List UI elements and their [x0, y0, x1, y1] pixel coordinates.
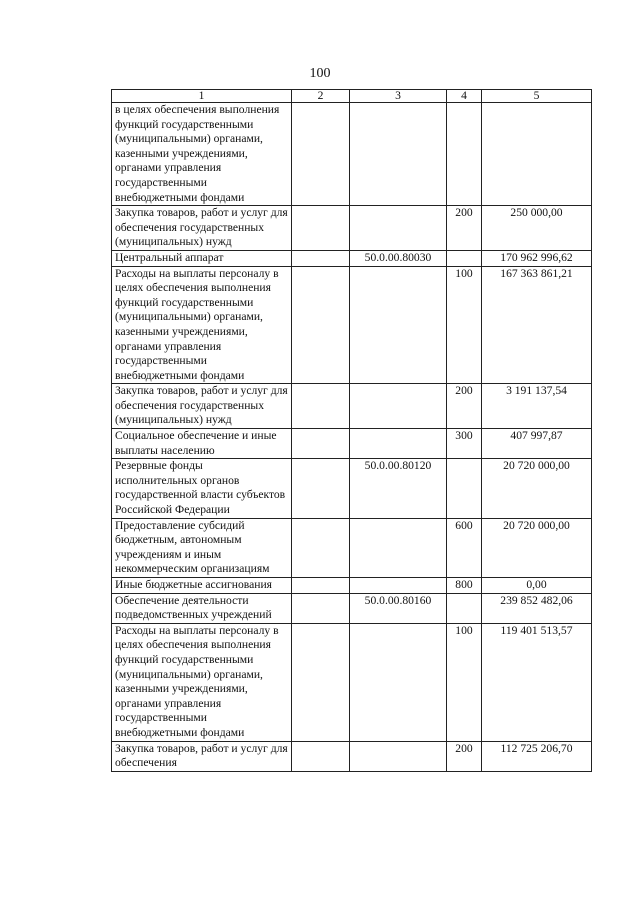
table-row — [112, 741, 592, 771]
row-col-2 — [292, 741, 350, 771]
row-amount: 119 401 513,57 — [482, 623, 592, 741]
row-type: 300 — [447, 429, 482, 459]
row-name: Социальное обеспечение и иные выплаты населению — [112, 429, 292, 459]
row-type: 200 — [447, 206, 482, 251]
row-amount: 3 191 137,54 — [482, 384, 592, 429]
row-code — [350, 578, 447, 594]
header-col-1: 1 — [112, 90, 292, 103]
row-name: Иные бюджетные ассигнования — [112, 578, 292, 594]
row-name: в целях обеспечения выполнения функций государственными (муниципальными) органами, казенными учреждениями, органами управления государственными внебюджетными фондами — [112, 103, 292, 206]
row-name: Закупка товаров, работ и услуг для обеспечения — [112, 741, 292, 771]
row-name: Предоставление субсидий бюджетным, автономным учреждениям и иным некоммерческим организациям — [112, 518, 292, 577]
page-number: 100 — [309, 66, 331, 81]
row-col-2 — [292, 250, 350, 266]
row-amount: 20 720 000,00 — [482, 459, 592, 518]
row-name: Расходы на выплаты персоналу в целях обеспечения выполнения функций государственными (муниципальными) органами, казенными учреждениями, органами управления государственными внебюджетными фондами — [112, 266, 292, 384]
row-code: 50.0.00.80160 — [350, 593, 447, 623]
row-amount: 112 725 206,70 — [482, 741, 592, 771]
row-amount: 407 997,87 — [482, 429, 592, 459]
row-name: Центральный аппарат — [112, 250, 292, 266]
row-type: 100 — [447, 266, 482, 384]
row-col-2 — [292, 459, 350, 518]
row-code — [350, 623, 447, 741]
table-row — [112, 250, 592, 266]
table-row — [112, 578, 592, 594]
row-type: 200 — [447, 741, 482, 771]
row-type: 200 — [447, 384, 482, 429]
row-amount: 20 720 000,00 — [482, 518, 592, 577]
table-row — [112, 206, 592, 251]
budget-table — [111, 89, 592, 772]
table-row — [112, 384, 592, 429]
row-code — [350, 103, 447, 206]
table-row — [112, 459, 592, 518]
row-col-2 — [292, 593, 350, 623]
row-type: 800 — [447, 578, 482, 594]
table-row — [112, 593, 592, 623]
row-col-2 — [292, 384, 350, 429]
row-name: Закупка товаров, работ и услуг для обеспечения государственных (муниципальных) нужд — [112, 206, 292, 251]
row-code — [350, 266, 447, 384]
row-col-2 — [292, 623, 350, 741]
row-code — [350, 518, 447, 577]
row-col-2 — [292, 429, 350, 459]
header-col-5: 5 — [482, 90, 592, 103]
row-amount: 239 852 482,06 — [482, 593, 592, 623]
row-amount — [482, 103, 592, 206]
table-row — [112, 429, 592, 459]
row-col-2 — [292, 206, 350, 251]
row-code — [350, 384, 447, 429]
row-code — [350, 741, 447, 771]
row-amount: 170 962 996,62 — [482, 250, 592, 266]
row-name: Закупка товаров, работ и услуг для обеспечения государственных (муниципальных) нужд — [112, 384, 292, 429]
row-amount: 167 363 861,21 — [482, 266, 592, 384]
row-code: 50.0.00.80120 — [350, 459, 447, 518]
header-row — [112, 90, 592, 103]
row-name: Обеспечение деятельности подведомственных учреждений — [112, 593, 292, 623]
row-col-2 — [292, 266, 350, 384]
row-code — [350, 429, 447, 459]
row-name: Расходы на выплаты персоналу в целях обеспечения выполнения функций государственными (муниципальными) органами, казенными учреждениями, органами управления государственными внебюджетными фондами — [112, 623, 292, 741]
header-col-4: 4 — [447, 90, 482, 103]
row-type: 100 — [447, 623, 482, 741]
row-col-2 — [292, 578, 350, 594]
row-code: 50.0.00.80030 — [350, 250, 447, 266]
row-name: Резервные фонды исполнительных органов государственной власти субъектов Российской Федерации — [112, 459, 292, 518]
row-type — [447, 250, 482, 266]
row-code — [350, 206, 447, 251]
table-row — [112, 518, 592, 577]
row-amount: 0,00 — [482, 578, 592, 594]
row-type — [447, 103, 482, 206]
header-col-3: 3 — [350, 90, 447, 103]
row-type — [447, 593, 482, 623]
row-col-2 — [292, 518, 350, 577]
table-row — [112, 623, 592, 741]
table-row — [112, 103, 592, 206]
header-col-2: 2 — [292, 90, 350, 103]
row-amount: 250 000,00 — [482, 206, 592, 251]
row-col-2 — [292, 103, 350, 206]
row-type: 600 — [447, 518, 482, 577]
row-type — [447, 459, 482, 518]
table-row — [112, 266, 592, 384]
